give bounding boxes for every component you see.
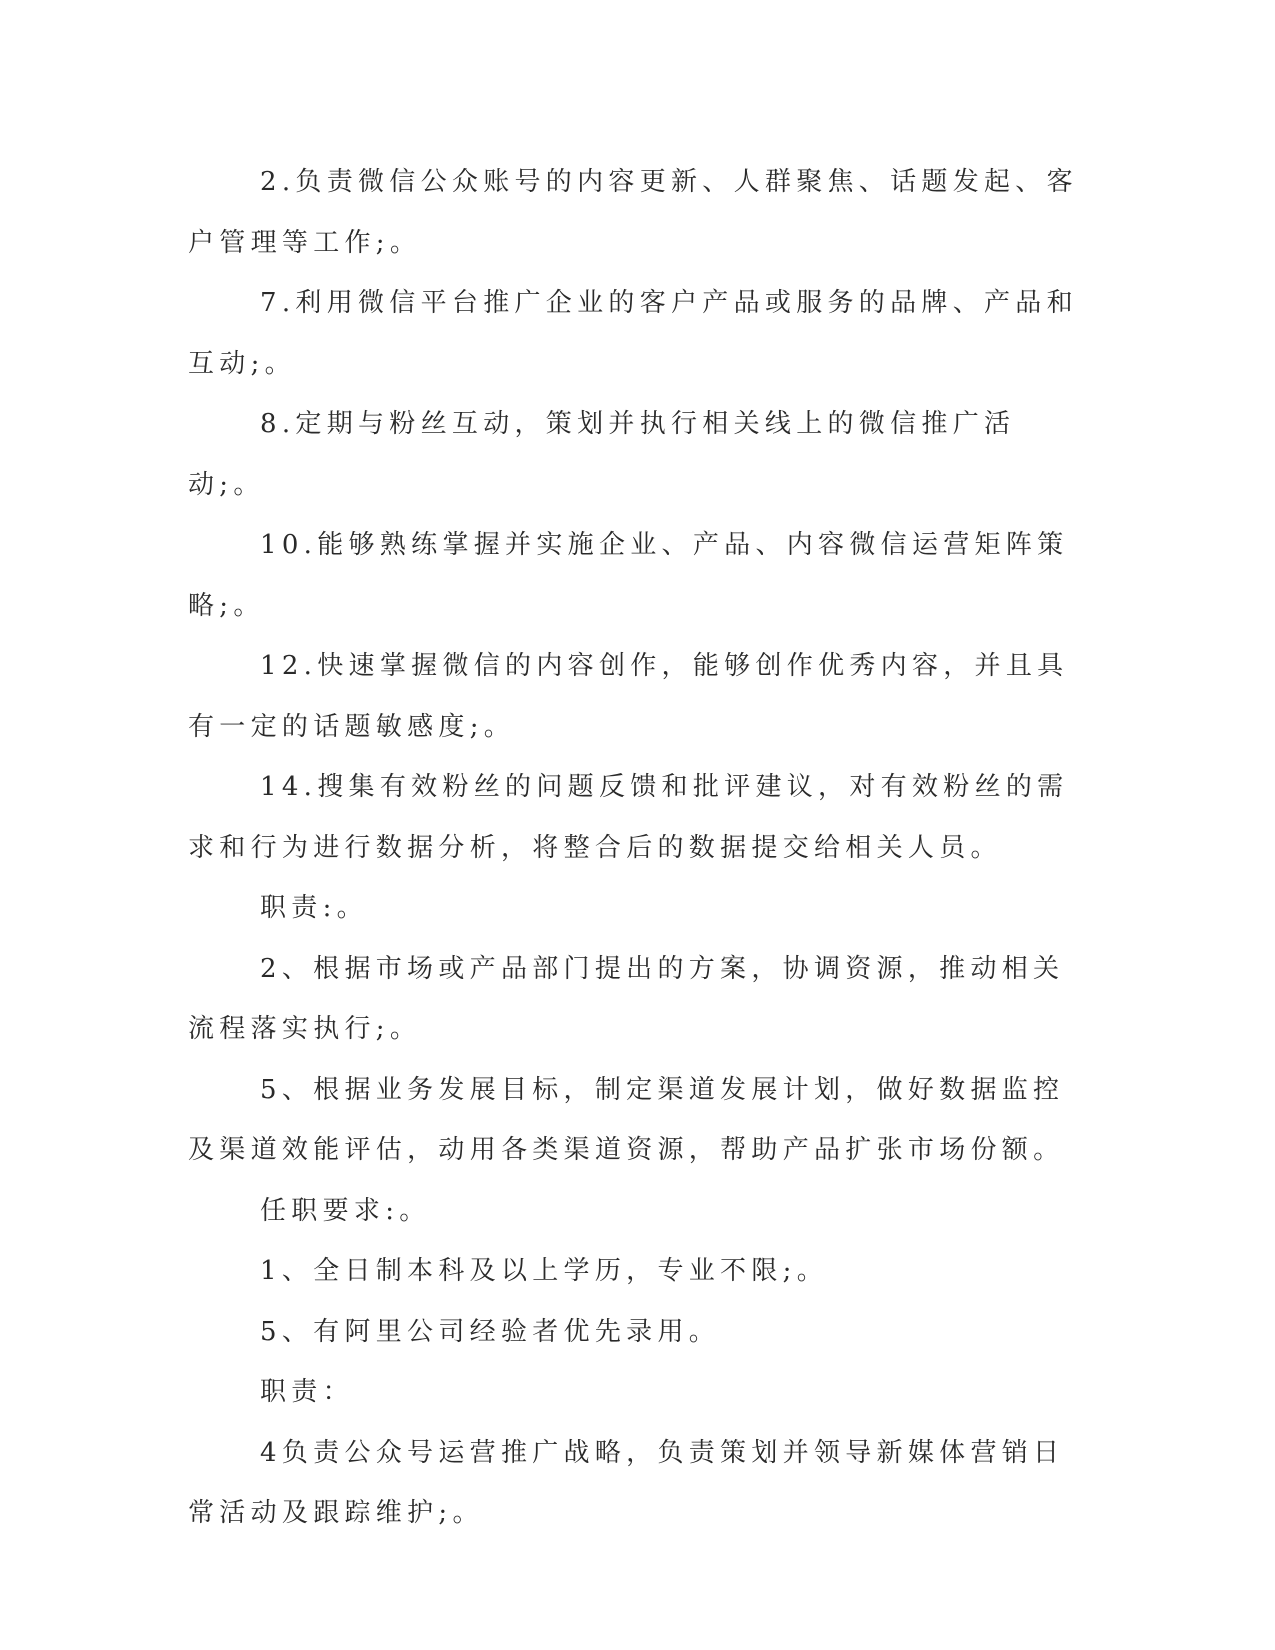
paragraph-3: 8.定期与粉丝互动，策划并执行相关线上的微信推广活动;。 (188, 409, 1016, 500)
section-heading-requirements: 任职要求:。 (260, 1195, 431, 1226)
section-heading-duties: 职责:。 (260, 893, 368, 923)
paragraph-4: 10.能够熟练掌握并实施企业、产品、内容微信运营矩阵策略;。 (188, 530, 1069, 621)
paragraph-8: 2、根据市场或产品部门提出的方案，协调资源，推动相关流程落实执行;。 (188, 953, 1065, 1044)
paragraph-14: 4负责公众号运营推广战略，负责策划并领导新媒体营销日常活动及跟踪维护;。 (188, 1437, 1065, 1528)
paragraph-1: 2.负责微信公众账号的内容更新、人群聚焦、话题发起、客户管理等工作;。 (188, 167, 1078, 258)
paragraph-9: 5、根据业务发展目标，制定渠道发展计划，做好数据监控及渠道效能评估，动用各类渠道资源，帮助产品扩张市场份额。 (188, 1074, 1065, 1165)
document-body (188, 152, 1088, 1544)
paragraph-12: 5、有阿里公司经验者优先录用。 (260, 1316, 721, 1347)
paragraph-6: 14.搜集有效粉丝的问题反馈和批评建议，对有效粉丝的需求和行为进行数据分析，将整合后的数据提交给相关人员。 (188, 772, 1069, 863)
paragraph-2: 7.利用微信平台推广企业的客户产品或服务的品牌、产品和互动;。 (188, 288, 1078, 379)
paragraph-11: 1、全日制本科及以上学历，专业不限;。 (260, 1256, 829, 1286)
section-heading-duties-2: 职责： (260, 1377, 354, 1407)
paragraph-5: 12.快速掌握微信的内容创作，能够创作优秀内容，并且具有一定的话题敏感度;。 (188, 651, 1069, 742)
